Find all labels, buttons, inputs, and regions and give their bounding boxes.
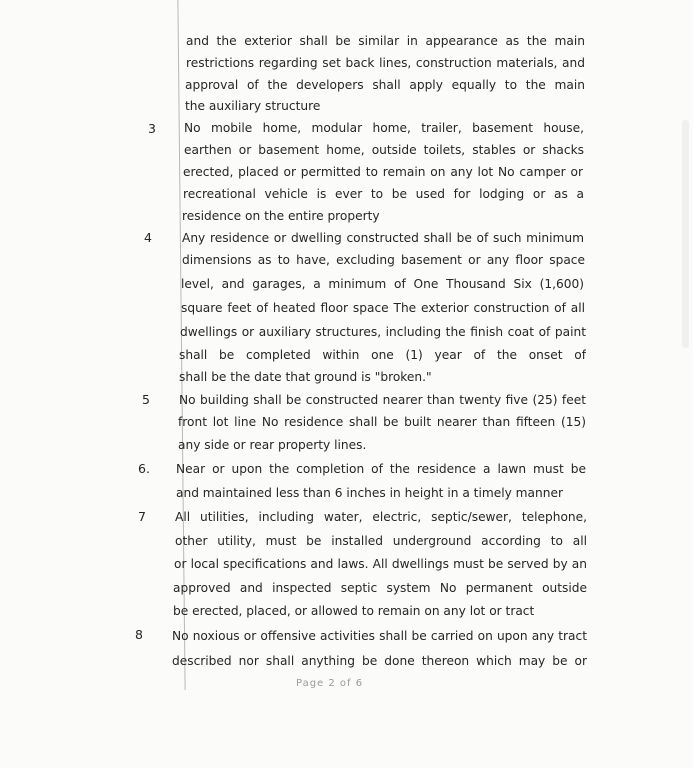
item-number-6: 6. (138, 461, 150, 476)
text-line: residence on the entire property (182, 209, 380, 223)
text-line: shall be completed within one (1) year of the onset of (179, 348, 586, 362)
item-number-5: 5 (142, 392, 150, 407)
item-number-4: 4 (144, 230, 152, 245)
text-line: level, and garages, a minimum of One Thousand Six (1,600) (181, 277, 584, 291)
scroll-shadow (682, 120, 689, 348)
text-line: any side or rear property lines. (178, 438, 367, 452)
text-line: square feet of heated floor space The exterior construction of all (181, 301, 585, 315)
text-line: front lot line No residence shall be built nearer than fifteen (15) (178, 415, 586, 429)
text-line: recreational vehicle is ever to be used for lodging or as a (183, 187, 584, 201)
text-line: or local specifications and laws. All dwellings must be served by an (174, 557, 587, 571)
text-line: Any residence or dwelling constructed shall be of such minimum (182, 231, 584, 245)
text-line: be erected, placed, or allowed to remain on any lot or tract (173, 604, 535, 618)
text-line: dwellings or auxiliary structures, including the finish coat of paint (180, 325, 586, 339)
text-line: described nor shall anything be done thereon which may be or (172, 654, 587, 668)
text-line: shall be the date that ground is "broken." (179, 370, 432, 384)
page-footer: Page 2 of 6 (296, 678, 364, 689)
text-line: No noxious or offensive activities shall be carried on upon any tract (172, 629, 587, 643)
text-line: No mobile home, modular home, trailer, basement house, (184, 121, 584, 135)
item-number-3: 3 (148, 121, 156, 136)
text-line: other utility, must be installed underground according to all (175, 534, 587, 548)
text-line: earthen or basement home, outside toilets, stables or shacks (184, 143, 584, 157)
item-number-8: 8 (135, 627, 143, 642)
text-line: dimensions as to have, excluding basement or any floor space (182, 253, 585, 267)
text-line: approved and inspected septic system No permanent outside (173, 581, 587, 595)
text-line: All utilities, including water, electric, septic/sewer, telephone, (175, 510, 587, 524)
text-line: Near or upon the completion of the residence a lawn must be (176, 462, 586, 476)
text-line: restrictions regarding set back lines, construction materials, and (186, 56, 585, 70)
item-number-7: 7 (138, 509, 146, 524)
text-line: and the exterior shall be similar in appearance as the main (186, 34, 585, 48)
text-line: approval of the developers shall apply equally to the main (185, 78, 585, 92)
text-line: the auxiliary structure (185, 99, 321, 113)
text-line: erected, placed or permitted to remain on any lot No camper or (183, 165, 583, 179)
text-line: No building shall be constructed nearer than twenty five (25) feet (179, 393, 586, 407)
text-line: and maintained less than 6 inches in height in a timely manner (176, 486, 563, 500)
